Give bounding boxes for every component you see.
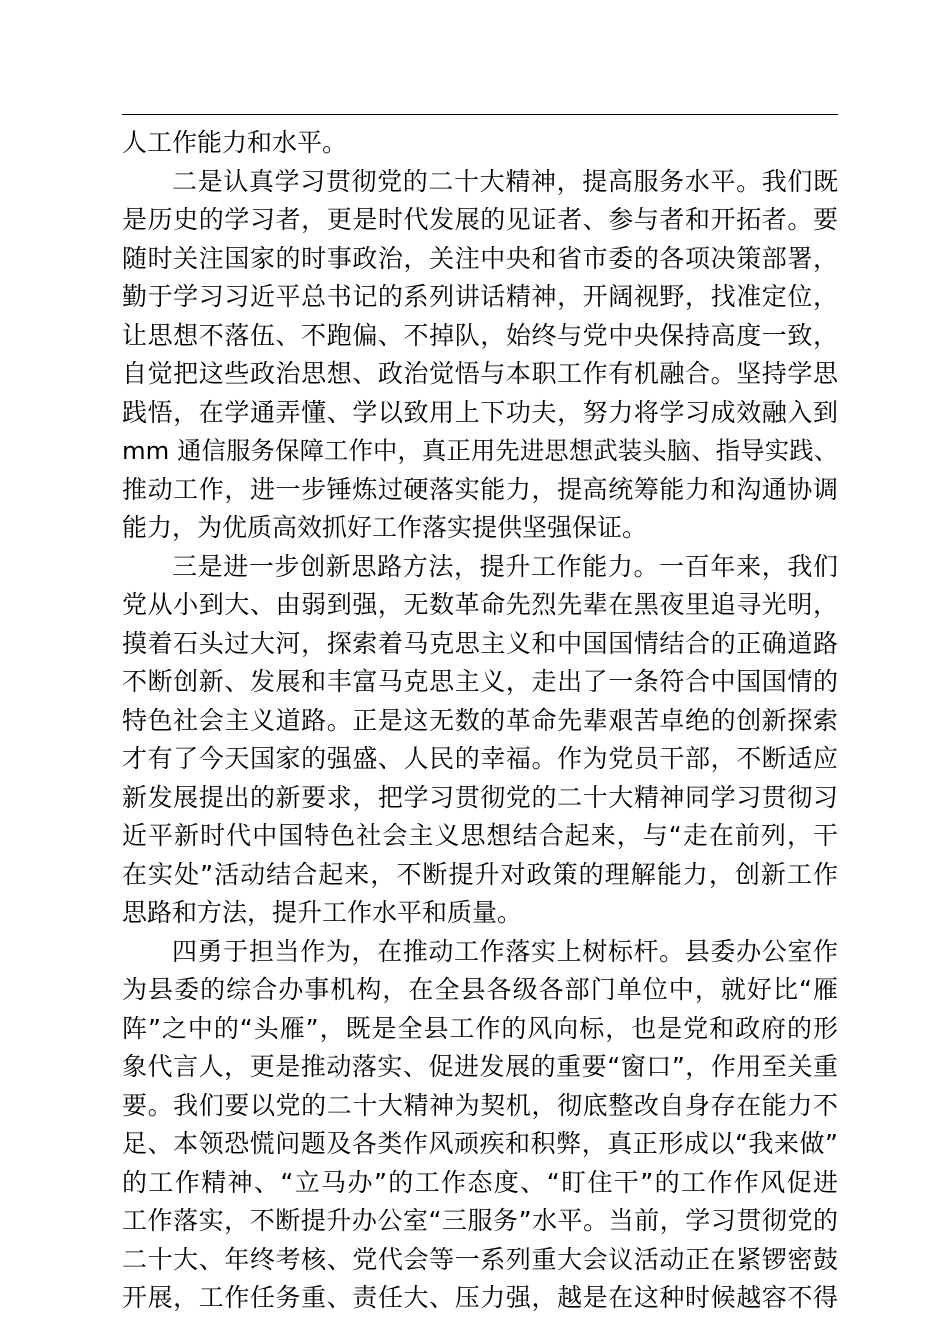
text-line: 人工作能力和水平。 bbox=[122, 128, 348, 157]
paragraph-start-line: 二是认真学习贯彻党的二十大精神，提高服务水平。我们既 bbox=[172, 166, 838, 196]
text-line: 推动工作，进一步锤炼过硬落实能力，提高统筹能力和沟通协调 bbox=[122, 474, 838, 504]
text-line: 随时关注国家的时事政治，关注中央和省市委的各项决策部署， bbox=[122, 243, 838, 273]
body-text bbox=[122, 124, 838, 1318]
text-line: 摸着石头过大河，探索着马克思主义和中国国情结合的正确道路 bbox=[122, 628, 838, 658]
text-line: 足、本领恐慌问题及各类作风顽疾和积弊，真正形成以“我来做” bbox=[122, 1129, 838, 1158]
text-line: 的工作精神、“立马办”的工作态度、“盯住干”的工作作风促进 bbox=[122, 1167, 838, 1197]
text-line: 让思想不落伍、不跑偏、不掉队，始终与党中央保持高度一致， bbox=[122, 320, 838, 350]
text-line: 工作落实，不断提升办公室“三服务”水平。当前，学习贯彻党的 bbox=[122, 1206, 838, 1235]
text-line: 思路和方法，提升工作水平和质量。 bbox=[122, 898, 523, 927]
paragraph-start-line: 四勇于担当作为，在推动工作落实上树标杆。县委办公室作 bbox=[172, 936, 838, 966]
text-line: 在实处”活动结合起来，不断提升对政策的理解能力，创新工作 bbox=[122, 859, 838, 889]
text-line: 阵”之中的“头雁”，既是全县工作的风向标，也是党和政府的形 bbox=[122, 1013, 838, 1043]
text-line: 勤于学习习近平总书记的系列讲话精神，开阔视野，找准定位， bbox=[122, 282, 838, 311]
text-line: 二十大、年终考核、党代会等一系列重大会议活动正在紧锣密鼓 bbox=[122, 1244, 838, 1274]
text-line: 践悟，在学通弄懂、学以致用上下功夫，努力将学习成效融入到 bbox=[122, 397, 838, 427]
text-line: 象代言人，更是推动落实、促进发展的重要“窗口”，作用至关重 bbox=[122, 1052, 838, 1081]
header-rule bbox=[122, 114, 838, 115]
text-line: 为县委的综合办事机构，在全县各级各部门单位中，就好比“雁 bbox=[122, 975, 838, 1004]
text-line: mm 通信服务保障工作中，真正用先进思想武装头脑、指导实践、 bbox=[122, 436, 838, 465]
paragraph-start-line: 三是进一步创新思路方法，提升工作能力。一百年来，我们 bbox=[172, 551, 838, 581]
text-line: 近平新时代中国特色社会主义思想结合起来，与“走在前列，干 bbox=[122, 821, 838, 850]
text-line: 是历史的学习者，更是时代发展的见证者、参与者和开拓者。要 bbox=[122, 205, 838, 234]
text-line: 特色社会主义道路。正是这无数的革命先辈艰苦卓绝的创新探索 bbox=[122, 705, 838, 735]
text-line: 能力，为优质高效抓好工作落实提供坚强保证。 bbox=[122, 513, 648, 542]
text-line: 才有了今天国家的强盛、人民的幸福。作为党员干部，不断适应 bbox=[122, 744, 838, 773]
text-line: 党从小到大、由弱到强，无数革命先烈先辈在黑夜里追寻光明， bbox=[122, 590, 838, 619]
text-line: 自觉把这些政治思想、政治觉悟与本职工作有机融合。坚持学思 bbox=[122, 359, 838, 388]
text-line: 要。我们要以党的二十大精神为契机，彻底整改自身存在能力不 bbox=[122, 1090, 838, 1120]
text-line: 开展，工作任务重、责任大、压力强，越是在这种时候越容不得 bbox=[122, 1283, 838, 1312]
text-line: 新发展提出的新要求，把学习贯彻党的二十大精神同学习贯彻习 bbox=[122, 782, 838, 812]
text-line: 不断创新、发展和丰富马克思主义，走出了一条符合中国国情的 bbox=[122, 667, 838, 696]
